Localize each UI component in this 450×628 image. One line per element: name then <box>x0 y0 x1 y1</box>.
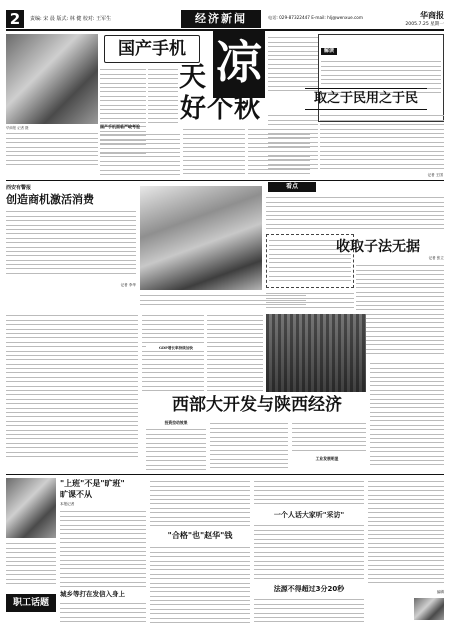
story1-col-c <box>100 131 180 177</box>
phone-photo <box>6 34 98 124</box>
story1-col-b <box>148 66 178 126</box>
story2-body-b <box>320 112 444 172</box>
river-photo <box>140 186 262 290</box>
story3-body <box>6 208 136 278</box>
bottom-col2-text-b <box>150 544 250 624</box>
story4-intro <box>266 194 444 232</box>
kicker-box <box>104 35 200 63</box>
page-number: 2 <box>6 10 24 28</box>
story5-col-c <box>207 312 263 394</box>
headline-liang: 凉 <box>213 30 265 98</box>
story3-headline: 创造商机激活消费 <box>6 193 94 206</box>
story1-lead: 国产手机面临严峻考验 <box>100 124 140 129</box>
story5-sub3: GDP增长率持续加快 <box>146 346 206 351</box>
bottom-col3-text-c <box>254 596 364 624</box>
story3-byline: 记者 李华 <box>120 283 136 287</box>
story5-col-b <box>142 312 204 394</box>
story4-body <box>356 262 444 358</box>
headline-tian: 天 <box>179 62 206 93</box>
bottom-col4-byline: 编辑 <box>436 590 444 594</box>
story5-s3-text <box>292 420 366 454</box>
photo-caption: 华商报 记者 摄 <box>6 126 29 130</box>
story-kicker: 国产手机 <box>118 39 186 59</box>
editor-line: 责编: 宋 晨 版式: 林 健 校对: 王军生 <box>30 16 112 22</box>
bottom-col1-headline <box>60 478 146 500</box>
story1-col-d <box>183 126 245 176</box>
bottom-col2-sub: 一个人话大家听"采访" <box>273 511 345 519</box>
small-photo <box>414 598 444 620</box>
bottom-col1-text <box>60 508 146 588</box>
bottom-col4-text <box>368 478 444 586</box>
worker-photo <box>6 478 56 538</box>
story2-body-a <box>268 112 318 172</box>
story4-body-b <box>266 290 354 312</box>
divider-top <box>6 180 444 181</box>
bottom-col2-headline: "合格"也"赵华"钱 <box>167 531 233 540</box>
paper-name: 华商报 <box>420 11 444 20</box>
story2-byline: 记者 王国 <box>427 173 443 177</box>
story5-headline: 西部大开发与陕西经济 <box>172 395 342 415</box>
story5-right <box>370 360 444 470</box>
story5-sub1: 投资拉动效果 <box>164 420 188 425</box>
story5-s2-text <box>210 420 288 470</box>
divider-bottom <box>6 474 444 475</box>
story2-headline: 取之于民用之于民 <box>313 91 418 106</box>
bottom-col3-text-a <box>254 478 364 508</box>
city-photo <box>266 314 366 392</box>
bottom-col1-sub: 城乡等打在发信入身上 <box>60 590 125 598</box>
masthead <box>6 10 444 30</box>
story2-head-frame <box>305 88 427 110</box>
section-title: 经济新闻 <box>181 10 261 28</box>
story4-byline: 记者 张立 <box>428 256 444 260</box>
bottom-col1-headline-b: 旷课不从 <box>60 490 92 499</box>
bottom-col3-headline: 法源不得超过3分20秒 <box>273 585 345 593</box>
bottom-col1-headline-a: "上班"不是"旷班" <box>60 479 125 488</box>
story4-tag: 看点 <box>268 182 316 192</box>
story1-lower-left <box>6 130 98 168</box>
issue-date: 2005.7.25 星期一 <box>405 22 444 27</box>
bottom-col3-text-b <box>254 522 364 582</box>
story3-tag: 西安有警报 <box>6 185 32 191</box>
contact-line: 电话: 029-87322447 E-mail: hlj@wenxue.com <box>268 15 363 20</box>
bottom-col1-sub-text <box>60 600 146 624</box>
story2-tag: 解读 <box>321 48 337 55</box>
bottom-col1-left-text <box>6 540 56 586</box>
story4-headline: 收取子法无据 <box>336 239 420 255</box>
story2-left-col <box>268 34 318 94</box>
worker-logo: 职工话题 <box>6 594 56 612</box>
bottom-col1-byline: 本报记者 <box>60 502 75 506</box>
bottom-col2-text-a <box>150 478 250 528</box>
story5-sub2: 工业发展明显 <box>315 456 339 461</box>
story5-left <box>6 312 138 462</box>
story5-s1-text <box>146 426 206 470</box>
headline-haogeqiu: 好个秋 <box>180 94 262 124</box>
